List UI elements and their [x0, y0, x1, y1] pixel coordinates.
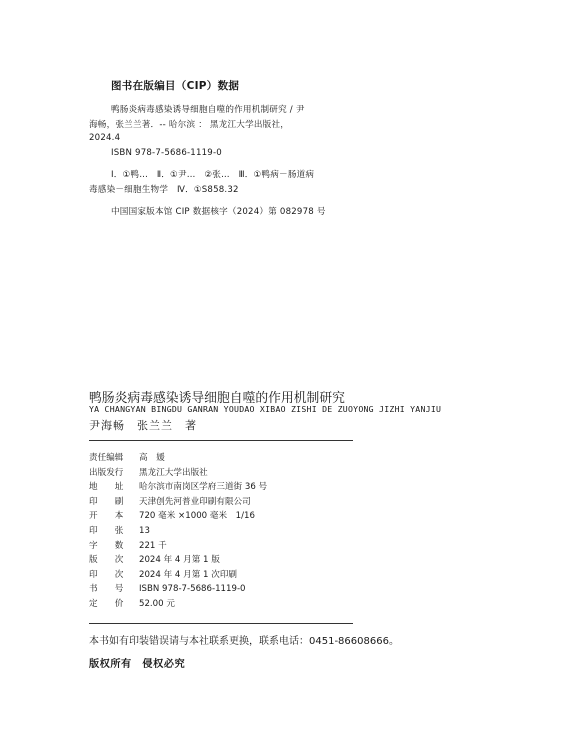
info-label: 开 本	[89, 511, 124, 522]
cip-classification: Ⅰ．①鸭… Ⅱ．①尹… ②张… Ⅲ．①鸭病－肠道病	[111, 170, 315, 180]
cip-classification: 毒感染－细胞生物学 Ⅳ．①S858.32	[89, 185, 239, 195]
divider	[89, 440, 353, 441]
info-row	[89, 539, 167, 553]
info-row	[89, 509, 255, 523]
divider	[89, 623, 353, 624]
cip-isbn: ISBN 978-7-5686-1119-0	[111, 148, 222, 158]
info-label: 出版发行	[89, 467, 124, 478]
replacement-notice: 本书如有印装错误请与本社联系更换，联系电话：0451-86608666。	[89, 636, 399, 647]
info-row	[89, 524, 150, 538]
info-value: 2024 年 4 月第 1 版	[139, 555, 220, 566]
info-row	[89, 480, 267, 494]
info-row	[89, 582, 246, 596]
info-row	[89, 495, 251, 509]
book-title-pinyin: YA CHANGYAN BINGDU GANRAN YOUDAO XIBAO ZISHI DE ZUOYONG JIZHI YANJIU	[89, 404, 442, 414]
info-row	[89, 553, 220, 567]
info-row	[89, 451, 165, 465]
info-value: 52.00 元	[139, 599, 175, 609]
info-value: 720 毫米 ×1000 毫米 1/16	[139, 511, 255, 522]
book-title: 鸭肠炎病毒感染诱导细胞自噬的作用机制研究	[89, 391, 345, 406]
info-row	[89, 466, 208, 480]
info-value: 哈尔滨市南岗区学府三道街 36 号	[139, 482, 268, 493]
cip-text-line: 2024.4	[89, 133, 121, 143]
cip-text-line: 鸭肠炎病毒感染诱导细胞自噬的作用机制研究 / 尹	[111, 105, 305, 115]
info-value: 13	[139, 526, 150, 536]
cip-text-line: 海畅，张兰兰著．-- 哈尔滨 ： 黑龙江大学出版社，	[89, 120, 290, 130]
info-value: 天津创先河普业印刷有限公司	[139, 496, 251, 507]
info-value: 221 千	[139, 540, 167, 551]
info-row	[89, 597, 175, 611]
info-label: 印 次	[89, 569, 124, 580]
info-value: ISBN 978-7-5686-1119-0	[139, 584, 246, 595]
info-row	[89, 568, 237, 582]
info-label: 地 址	[89, 482, 124, 493]
info-label: 责任编辑	[89, 453, 124, 463]
info-label: 印 刷	[89, 496, 124, 507]
info-label: 印 张	[89, 526, 124, 536]
info-label: 定 价	[89, 599, 124, 609]
book-author: 尹海畅 张兰兰 著	[89, 419, 197, 432]
info-value: 高 媛	[139, 453, 165, 463]
info-value: 黑龙江大学出版社	[139, 467, 208, 478]
info-value: 2024 年 4 月第 1 次印刷	[139, 569, 238, 580]
info-label: 版 次	[89, 555, 124, 566]
info-label: 字 数	[89, 540, 124, 551]
cip-data-number: 中国国家版本馆 CIP 数据核字（2024）第 082978 号	[111, 207, 326, 217]
cip-heading: 图书在版编目（CIP）数据	[111, 80, 240, 92]
copyright-statement: 版权所有 侵权必究	[89, 659, 186, 670]
info-label: 书 号	[89, 584, 124, 595]
